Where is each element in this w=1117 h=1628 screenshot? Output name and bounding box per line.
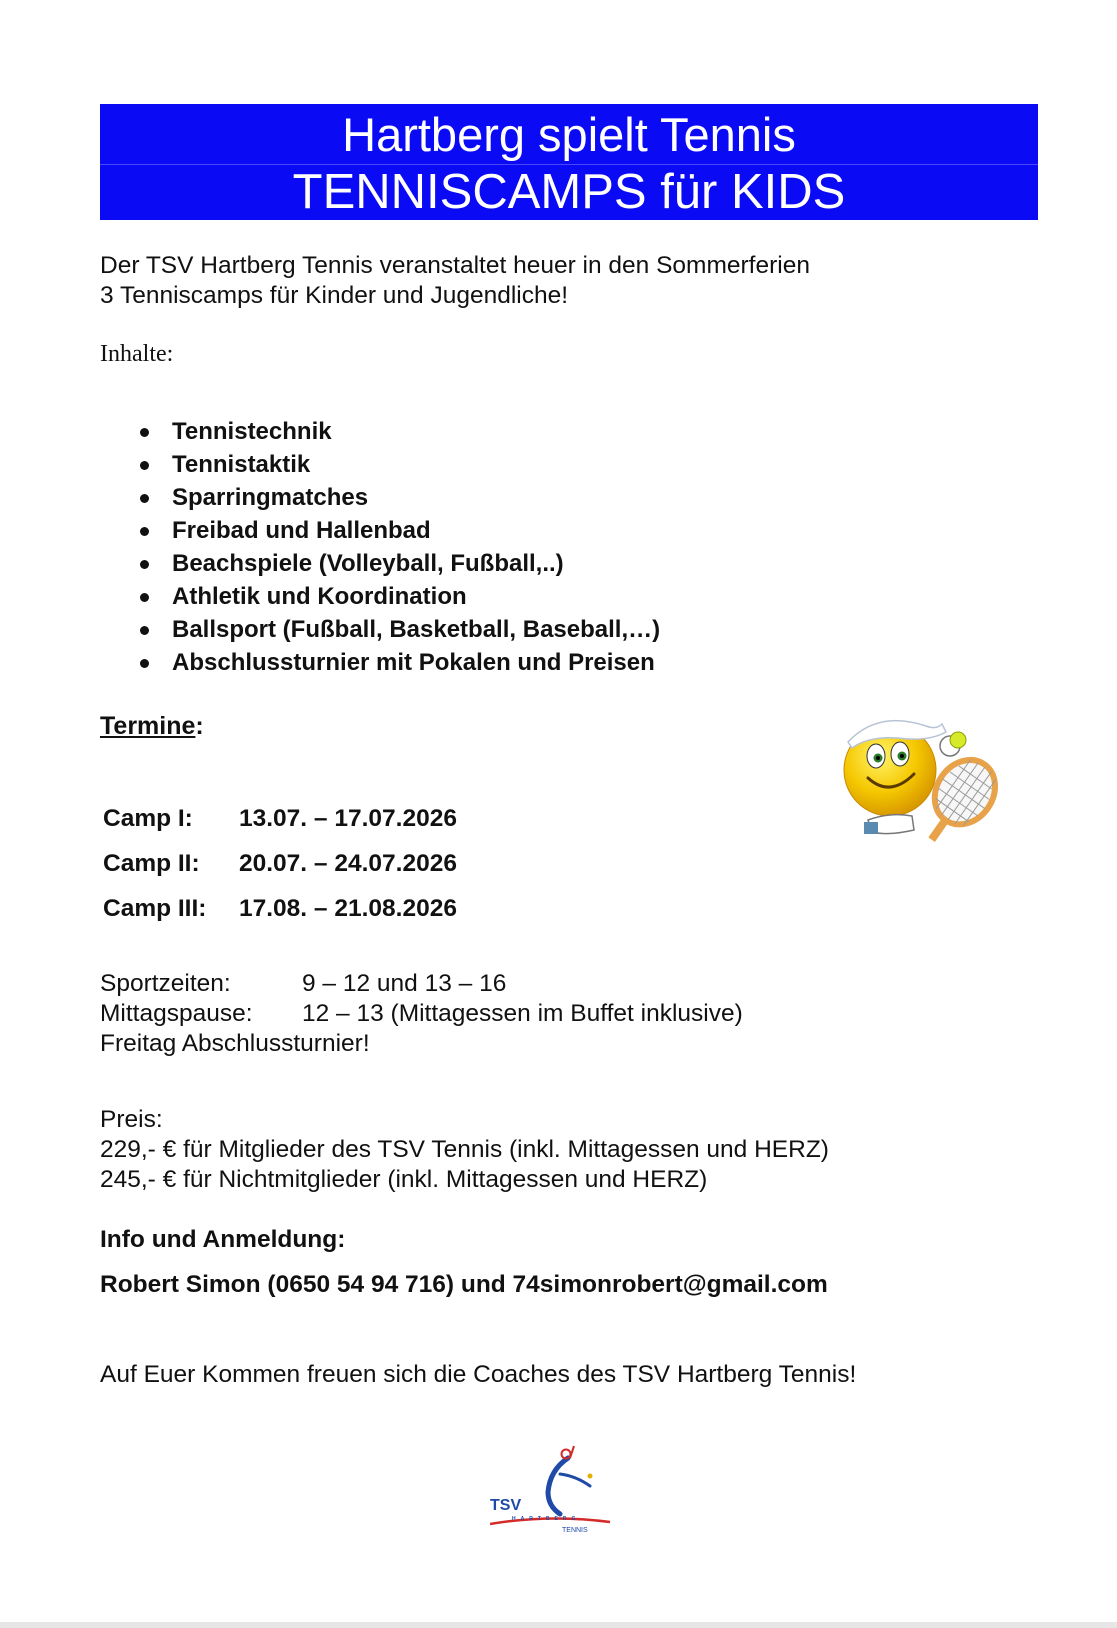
bullet-icon <box>140 527 149 536</box>
bullet-icon <box>140 461 149 470</box>
camp-label: Camp III: <box>103 895 207 922</box>
title-line-2: TENNISCAMPS für KIDS <box>292 165 846 219</box>
bullet-icon <box>140 659 149 668</box>
list-item: Beachspiele (Volleyball, Fußball,..) <box>140 547 660 580</box>
page-bottom-edge <box>0 1622 1117 1628</box>
price-non-members: 245,- € für Nichtmitglieder (inkl. Mittagessen und HERZ) <box>100 1166 708 1193</box>
dates-heading: Termine: <box>100 712 204 740</box>
lunch-break-row <box>100 998 743 1029</box>
sport-times-value: 9 – 12 und 13 – 16 <box>302 970 507 997</box>
title-banner <box>100 104 1038 220</box>
logo-hartberg-text: HARTBERG <box>512 1516 581 1522</box>
lunch-break-label: Mittagspause: <box>100 1000 253 1027</box>
intro-line-2: 3 Tenniscamps für Kinder und Jugendliche! <box>100 282 569 309</box>
bullet-icon <box>140 494 149 503</box>
contents-label: Inhalte: <box>100 341 174 367</box>
title-line-1: Hartberg spielt Tennis <box>342 108 796 161</box>
camp-row <box>103 850 457 878</box>
camp-dates: 20.07. – 24.07.2026 <box>239 850 457 877</box>
list-item: Tennistaktik <box>140 448 660 481</box>
logo-tsv-text: TSV <box>490 1497 522 1514</box>
bullet-icon <box>140 593 149 602</box>
bullet-icon <box>140 428 149 437</box>
sport-times-label: Sportzeiten: <box>100 970 231 997</box>
sport-times-row <box>100 968 506 999</box>
friday-note: Freitag Abschlussturnier! <box>100 1030 370 1057</box>
bullet-icon <box>140 560 149 569</box>
price-label: Preis: <box>100 1106 163 1133</box>
camp-row <box>103 805 457 833</box>
logo-tennis-text: TENNIS <box>562 1527 588 1534</box>
list-item: Freibad und Hallenbad <box>140 514 660 547</box>
intro-line-1: Der TSV Hartberg Tennis veranstaltet heuer in den Sommerferien <box>100 252 810 279</box>
camp-label: Camp II: <box>103 850 200 877</box>
camp-label: Camp I: <box>103 805 193 832</box>
list-item: Ballsport (Fußball, Basketball, Baseball,…) <box>140 613 660 646</box>
list-item: Abschlussturnier mit Pokalen und Preisen <box>140 646 660 679</box>
list-item: Sparringmatches <box>140 481 660 514</box>
contents-list <box>140 415 660 679</box>
contact-details: Robert Simon (0650 54 94 716) und 74simonrobert@gmail.com <box>100 1271 828 1298</box>
camp-dates: 13.07. – 17.07.2026 <box>239 805 457 832</box>
bullet-icon <box>140 626 149 635</box>
tsv-hartberg-tennis-logo <box>490 1440 640 1550</box>
price-members: 229,- € für Mitglieder des TSV Tennis (inkl. Mittagessen und HERZ) <box>100 1136 829 1163</box>
list-item: Tennistechnik <box>140 415 660 448</box>
contact-heading: Info und Anmeldung: <box>100 1226 346 1253</box>
camp-row <box>103 895 457 923</box>
list-item: Athletik und Koordination <box>140 580 660 613</box>
closing-line: Auf Euer Kommen freuen sich die Coaches des TSV Hartberg Tennis! <box>100 1361 857 1388</box>
lunch-break-value: 12 – 13 (Mittagessen im Buffet inklusive) <box>302 1000 743 1027</box>
tennis-smiley-mascot-icon <box>838 712 1013 862</box>
camp-dates: 17.08. – 21.08.2026 <box>239 895 457 922</box>
